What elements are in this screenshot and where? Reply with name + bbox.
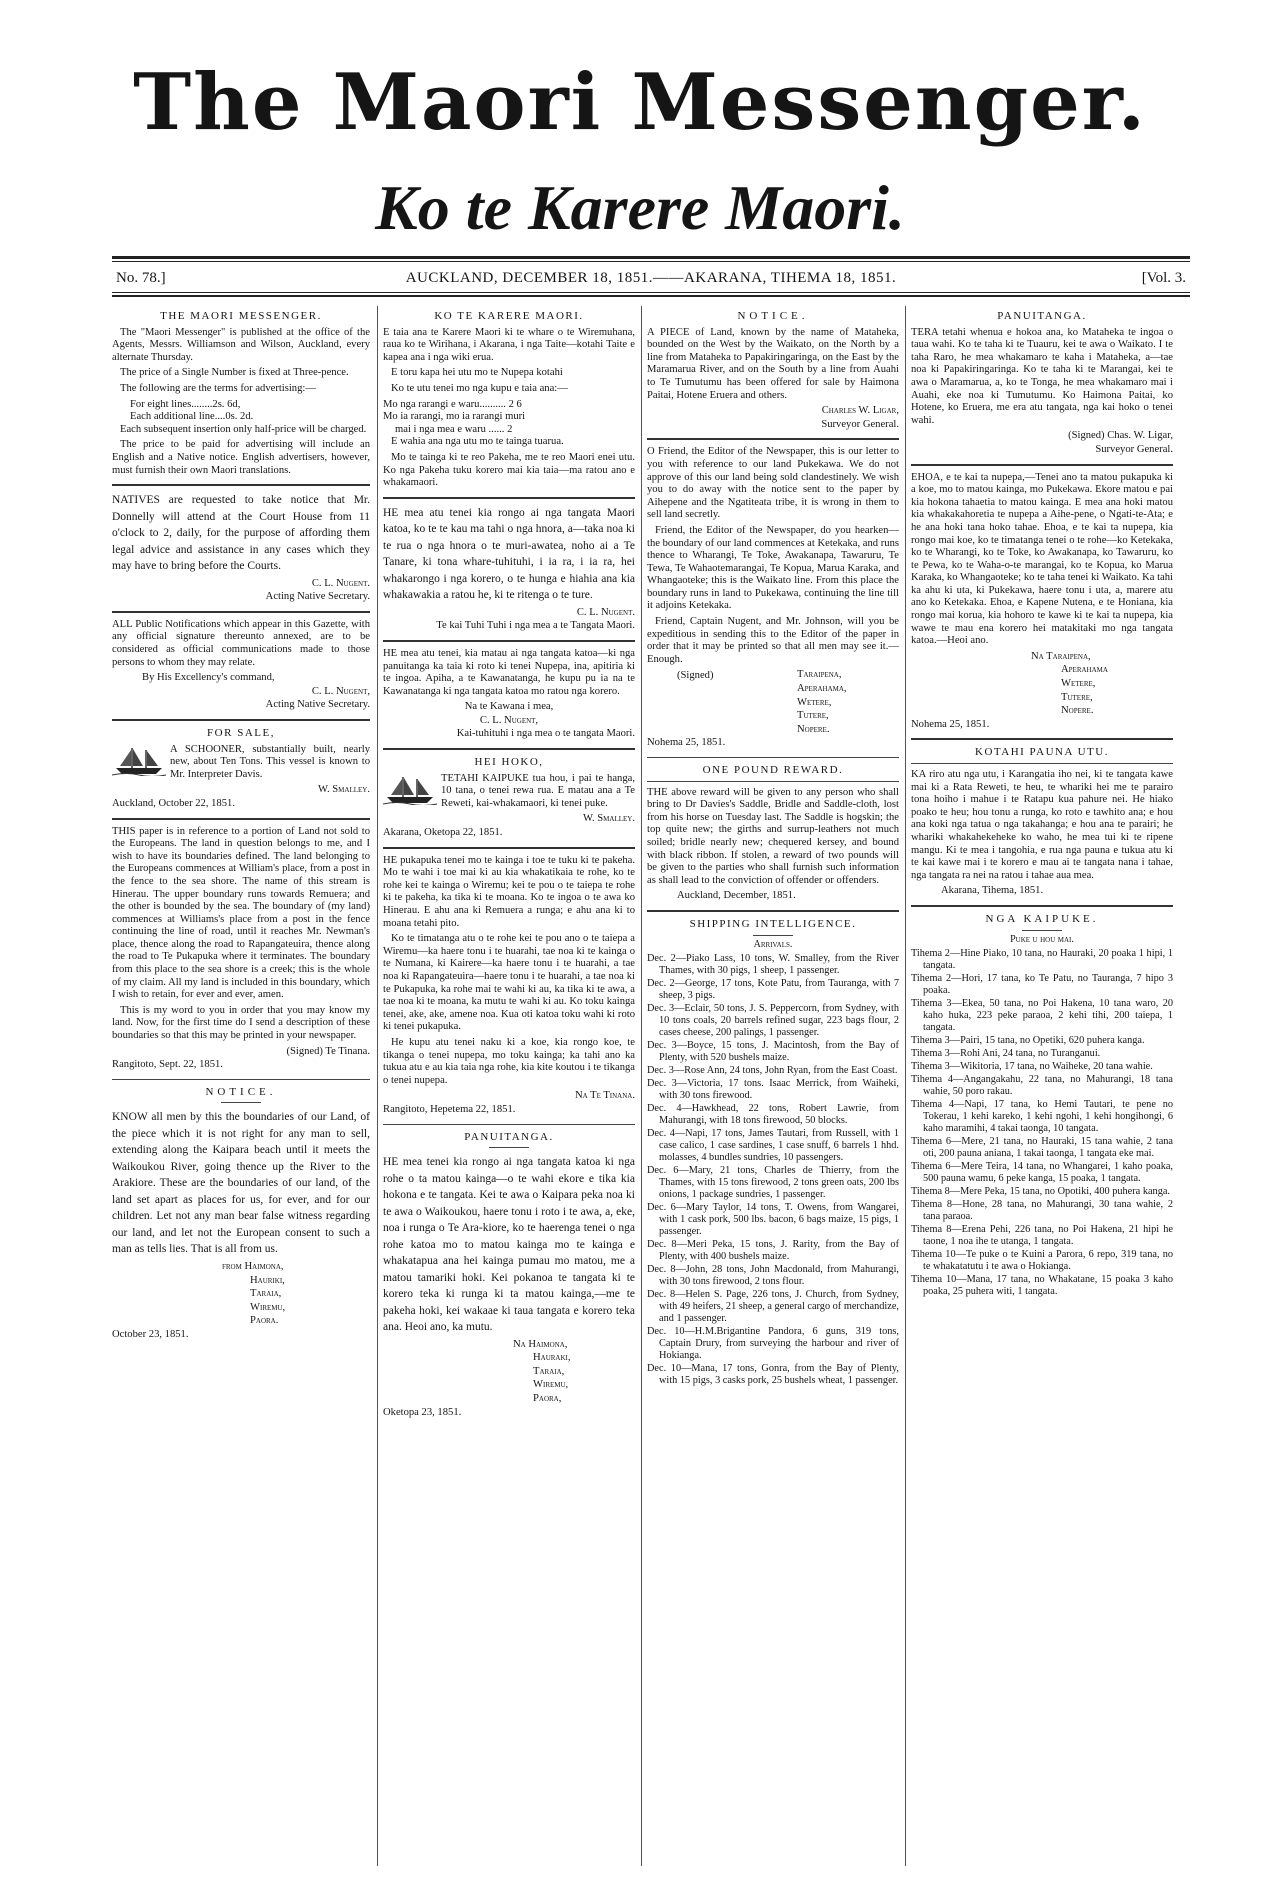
shipping-list: [647, 953, 899, 1387]
signature-name: Wetere,: [1061, 678, 1096, 690]
shipping-entry: Tihema 3—Pairi, 15 tana, no Opetiki, 620 puhera kanga.: [911, 1035, 1145, 1047]
heading-maori-messenger: THE MAORI MESSENGER.: [160, 310, 322, 322]
heading-notice: NOTICE.: [737, 310, 809, 322]
reward-notice: KA riro atu nga utu, i Karangatia iho nei, ki te tangata kawe mai ki a Rata Reweti, te heu, te whariki hei me te parairo tona hoiho i mahue i te Ratapu kua pahure nei. He hiako poako te heu; hou tonu a runga, ko roto e tawhito ana; e hou ana koki nga tatua o nga takahanga; e hou ana te parairi; he whariki whakahekeheke ko waho, he mea tui ki te ripene mangu. Ki te mea i tangohia, e rua nga pauna e tukua atu ki te kai kawe mai i te korero e mau ai te tangata nana i tahae, nga tangata ra nei na ratou i tahae aua mea.: [911, 769, 1173, 881]
he-notice: HE mea atu tenei, kia matau ai nga tangata katoa—ki nga panuitanga ka taia ki roto ki tenei Nupepa, ina, apitiria ki te ingoa. Apiha, a te Kawanatanga, he kupu pu ia na te Kawanatanga ki nga tangata katoa mo ratou nga korero.: [383, 647, 635, 697]
signature: C. L. Nugent,: [479, 714, 539, 726]
signature: C. L. Nugent.: [576, 606, 635, 618]
date-line: Akarana, Tihema, 1851.: [941, 885, 1044, 897]
column-3: [647, 306, 899, 1388]
signature: (Signed) Chas. W. Ligar,: [1068, 430, 1173, 442]
shipping-entry: Tihema 6—Mere, 21 tana, no Hauraki, 15 tana wahie, 2 tana oti, 200 pauna aniana, 1 takai taonga, 1 tangata eke mai.: [911, 1136, 1173, 1160]
heading-shipping: SHIPPING INTELLIGENCE.: [689, 917, 857, 930]
divider: [911, 905, 1173, 907]
signature-name: Hauriki,: [250, 1274, 285, 1286]
divider: [489, 1147, 529, 1148]
column-2: [383, 306, 635, 1420]
paragraph: Ko te utu tenei mo nga kupu e taia ana:—: [391, 382, 568, 394]
command-line: Na te Kawana i mea,: [464, 701, 554, 713]
divider: [112, 1079, 370, 1080]
issue-number: No. 78.]: [116, 270, 166, 286]
date-line: Auckland, December, 1851.: [677, 890, 796, 902]
shipping-entry: Tihema 2—Hine Piako, 10 tana, no Hauraki, 20 poaka 1 hipi, 1 tangata.: [911, 948, 1173, 972]
divider: [383, 847, 635, 849]
heading-for-sale: FOR SALE,: [207, 726, 275, 739]
signature-name: Tutere,: [1061, 691, 1093, 703]
signature-name: Aperahama: [1061, 664, 1108, 676]
signature-name: Wetere,: [797, 696, 832, 708]
paragraph: Friend, Captain Nugent, and Mr. Johnson, will you be expeditious in sending this to the Editor of the paper in order that it may be printed so that all men may see it.—Enough.: [647, 616, 899, 665]
signature: from Haimona,: [222, 1260, 284, 1272]
shipping-entry: Dec. 6—Mary Taylor, 14 tons, T. Owens, from Wangarei, with 1 cask pork, 500 lbs. bacon, 6 bags maize, 15 pigs, 1 passenger.: [647, 1202, 899, 1238]
shipping-list: [911, 948, 1173, 1298]
column-separator: [641, 306, 642, 1866]
divider: [647, 781, 899, 782]
divider: [112, 484, 370, 486]
heading-hei-hoko: HEI HOKO,: [474, 756, 544, 769]
divider: [1022, 930, 1062, 931]
reward-notice: THE above reward will be given to any person who shall bring to Dr Davies's Saddle, Bridle and Saddle-cloth, lost from his horse on Tuesday last. The Saddle is hogskin; the top quite new; the girths and surrup-leathers not much soiled; bridle nearly new; chequered kersey, and bound with black ribbon. If stolen, a reward of two pounds will be given to the parties who shall furnish such information as shall lead to the conviction of offender or offenders.: [647, 786, 899, 886]
sale-notice: A SCHOONER, substantially built, nearly new, about Ten Tons. This vessel is known to Mr. Interpreter Davis.: [170, 743, 370, 780]
signature-name: Aperahama,: [797, 683, 847, 695]
sale-notice: TETAHI KAIPUKE tua hou, i pai te hanga, 10 tana, o tenei rewa rua. E matau ana a Te Reweti, kai-whakamaori, ki tenei puke.: [441, 772, 635, 809]
signature-name: Taraia,: [533, 1365, 565, 1377]
shipping-entry: Tihema 3—Ekea, 50 tana, no Poi Hakena, 10 tana waro, 20 kaho huka, 223 peke paraoa, 2 kehi tihi, 200 taiepa, 1 tangata.: [911, 998, 1173, 1034]
land-notice: HE pukapuka tenei mo te kainga i toe te tuku ki te pakeha. Mo te wahi i toe mai ki au kia whakatikaia te rohe, ko te rohe kei te kainga o Wiremu; kei te pou o te taiepa te rohe ki te pakeha, ka tika ki te moana. Ko te ingoa o te awa ko Hinerau. E ahu ana ki Remuera a runga; e ahu ana ki to moana tetahi pito.: [383, 854, 635, 929]
signature-name: Wiremu,: [533, 1379, 569, 1391]
signature-name: Paora.: [250, 1315, 279, 1327]
divider: [911, 738, 1173, 740]
shipping-entry: Dec. 8—Helen S. Page, 226 tons, J. Church, from Sydney, with 49 heifers, 21 sheep, a general cargo of merchandize, and 1 passenger.: [647, 1289, 899, 1325]
divider: [647, 757, 899, 758]
signature-name: Wiremu,: [250, 1301, 286, 1313]
divider: [911, 464, 1173, 466]
shipping-entry: Dec. 3—Boyce, 15 tons, J. Macintosh, from the Bay of Plenty, with 520 bushels maize.: [647, 1040, 899, 1064]
divider: [647, 438, 899, 440]
land-sale-notice: A PIECE of Land, known by the name of Mataheka, bounded on the West by the Waikato, on the North by a line from Mataheka to Papakiringaringa, on the East by the Maramarua River, and on the South by a line from Auahi to Te Tumutumu has been offered for sale by Haimona Paitai, Hotene Eruera and others.: [647, 326, 899, 401]
signature-title: Acting Native Secretary.: [265, 591, 370, 603]
paragraph: E toru kapa hei utu mo te Nupepa kotahi: [391, 367, 563, 379]
shipping-entry: Dec. 3—Eclair, 50 tons, J. S. Peppercorn, from Sydney, with 10 tons coals, 20 barrels refined sugar, 223 bags flour, 2 cases cheese, 200 palings, 1 passenger.: [647, 1003, 899, 1039]
paragraph: Each subsequent insertion only half-price will be charged.: [120, 423, 367, 435]
shipping-entry: Tihema 8—Erena Pehi, 226 tana, no Poi Hakena, 21 hipi he taone, 1 noa ihe te utanga, 1 tangata.: [911, 1224, 1173, 1248]
rate-line: Mo nga rarangi e waru.......... 2 6: [383, 398, 522, 410]
date-line: Oketopa 23, 1851.: [383, 1406, 462, 1418]
shipping-entry: Dec. 3—Rose Ann, 24 tons, John Ryan, from the East Coast.: [647, 1065, 898, 1077]
column-1: [112, 306, 370, 1342]
arrivals-label: Puke u hou mai.: [1010, 933, 1074, 945]
signature: Charles W. Ligar,: [821, 405, 899, 417]
signature: W. Smalley.: [582, 813, 635, 825]
place-date: AUCKLAND, DECEMBER 18, 1851.——AKARANA, TIHEMA 18, 1851.: [405, 270, 897, 286]
signature-title: Surveyor General.: [1095, 443, 1173, 455]
arrivals-label: Arrivals.: [753, 938, 793, 950]
shipping-entry: Dec. 8—John, 28 tons, John Macdonald, from Mahurangi, with 30 tons firewood, 2 tons flour.: [647, 1264, 899, 1288]
divider: [383, 1124, 635, 1125]
land-notice: THIS paper is in reference to a portion of Land not sold to the Europeans. The land in question belongs to me, and I wish to have its boundaries defined. The land belonging to the Europeans commences at William's place, from a post in the fence to the sea shore. The name of this stream is Hinerau. The upper boundary runs towards Remuera; and the other is bounded by the sea. The boundary of (my land) commences at Williams's place from a post in the fence continuing the line of road, until it reaches Mr. Newman's place, thence along the road to Rapangateuira, thence along the road to Te Pukapuka where it terminates. The boundary from this place to the sea shore is a creek; this is the whole of my claim. All my land is included in this boundary, which I wish to retain, for ever and ever, amen.: [112, 825, 370, 1001]
public-notice: ALL Public Notifications which appear in this Gazette, with any official signature thereunto annexed, are to be considered as official communications made to those persons to whom they may relate.: [112, 618, 370, 668]
signature-name: Hauraki,: [533, 1352, 571, 1364]
shipping-entry: Dec. 10—H.M.Brigantine Pandora, 6 guns, 319 tons, Captain Drury, from surveying the harbour and river of Hokianga.: [647, 1326, 899, 1362]
dateline-rule-thick: [112, 295, 1190, 297]
signature-name: Paora,: [533, 1392, 562, 1404]
date-line: Nohema 25, 1851.: [911, 718, 990, 730]
shipping-entry: Dec. 6—Mary, 21 tons, Charles de Thierry, from the Thames, with 15 tons firewood, 2 tons green oats, 200 lbs onions, 1 package sundries, 1 passenger.: [647, 1165, 899, 1201]
rate-line: For eight lines........2s. 6d,: [130, 398, 241, 410]
paragraph: He kupu atu tenei naku ki a koe, kia rongo koe, te tikanga o tenei nupepa, mo toku kainga; ka tahi ano ka tukua atu e au kia taia nga rohe, kia kite koutou i te tikanga o tenei nupepa.: [383, 1036, 635, 1086]
shipping-entry: Tihema 10—Te puke o te Kuini a Parora, 6 repo, 319 tana, no te whakatatutu i te awa o Hokianga.: [911, 1249, 1173, 1273]
letter: O Friend, the Editor of the Newspaper, this is our letter to you with reference to our land Pukekawa. We do not approve of this our land being sold clandestinely. We wish you to do away with the notice sent to the paper by Aihepene and the Ngatiteata tribe, it is wrong in them to sell land secretly.: [647, 446, 899, 521]
signature: C. L. Nugent,: [311, 685, 370, 697]
shipping-entry: Dec. 2—Piako Lass, 10 tons, W. Smalley, from the River Thames, with 30 pigs, 1 sheep, 1 passenger.: [647, 953, 899, 977]
date-line: October 23, 1851.: [112, 1328, 189, 1340]
signature-title: Kai-tuhituhi i nga mea o te tangata Maori.: [456, 728, 635, 740]
signature: (Signed) Te Tinana.: [286, 1045, 370, 1057]
heading-panuitanga: PANUITANGA.: [464, 1130, 554, 1143]
divider: [221, 1102, 261, 1103]
letter: EHOA, e te kai ta nupepa,—Tenei ano ta matou pukapuka ki a koe, mo to matou kainga, mo Pukekawa. Ekore matou e pai kia hokona tahaetia to matou kainga. E mea ana hoki matou kia whakakahoretia te nupepa a Aihe-pene, o Ngati-te-Ata; e he ana hoki tana hoko tahae. Ehoa, e te kai ta nupepa, kia rongo mai koe, ko te timatanga tenei o te rohe—ko Ketekaka, ko te Wharangi, ko te Toke, ko Awakanapa, ko Tawaruru, ko te Pewa, ko te Waha-o-te marangai, ko te Kopua, ko Marua Karaka, ko Whangaoteke; ko te taha tenei ki Waikato. Ka tahi ka ahu ki uta, ki Pukekawa, haere tonu i uta, a, marere atu ano ko Ketekaka. Ehoa, e Kapene Nutena, e te Honiana, kia rongo mai korua, kia hohoro te kawe ki te kai ta nupepa, kia wawe te mau ena korero hei matakitaki mo nga tangata katoa.—Heoi ano.: [911, 471, 1173, 647]
column-separator: [905, 306, 906, 1866]
signature-name: Tutere,: [797, 710, 829, 722]
masthead-rule-thin: [112, 261, 1190, 262]
shipping-entry: Tihema 3—Wikitoria, 17 tana, no Waiheke, 20 tana wahie.: [911, 1061, 1153, 1073]
shipping-entry: Tihema 10—Mana, 17 tana, no Whakatane, 15 poaka 3 kaho poaka, 25 puhera witi, 1 tangata.: [911, 1274, 1173, 1298]
boundary-notice: HE mea tenei kia rongo ai nga tangata katoa ki nga rohe o ta matou kainga—o te wahi ekore e tika kia hokona e te tangata. Kei te awa o Kaipara peka noa ki te awa o Waikoukou, haere tonu i roto i te awa, a, eke, noa i runga o Te Ara-kiore, ko te haerenga tenei o nga rohe katoa mo to matou kainga mo te kainga e whakatapua ana hei kainga pumau mo matou, me a matou tamariki hoki. Kei pokanoa te tangata ki te korero teka ki runga ki ta matou kainga,—me te pakeha hoki, kei wakaae ki taua tangata e korero teka ana. Heoi ano, ka mutu.: [383, 1156, 635, 1334]
date-line: Auckland, October 22, 1851.: [112, 797, 235, 809]
dateline-rule: [112, 292, 1190, 293]
signature: W. Smalley.: [317, 784, 370, 796]
divider: [383, 497, 635, 499]
heading-panuitanga: PANUITANGA.: [997, 310, 1087, 322]
paragraph: E taia ana te Karere Maori ki te whare o te Wiremuhana, raua ko te Wirihana, i Akarana, i nga Taite—kotahi Taite e kapea ana i nga wiki erua.: [383, 326, 635, 363]
signed-label: (Signed): [677, 670, 714, 682]
land-sale-notice: TERA tetahi whenua e hokoa ana, ko Mataheka te ingoa o taua wahi. Ko te taha ki te Tuauru, kei te awa o Waikato. I te taha Raro, he mea whakamaro te kaha i Mataheka, a—tae noa ki Papakiringaringa. Ko te taha ki te Marangai, kei te awa o Maramarua, a, ko te Tonga, he mea whakamaro mai i Auahi, eke noa ki Tumutumu. Ko Haimona Paitai, ko Hotene, ko Eruera, me era atu tangata, nga kai hoko o tenei wahi.: [911, 326, 1173, 426]
signature-name: Taraia,: [250, 1288, 282, 1300]
shipping-entry: Dec. 4—Hawkhead, 22 tons, Robert Lawrie, from Mahurangi, with 18 tons firewood, 50 blocks.: [647, 1103, 899, 1127]
shipping-entry: Tihema 6—Mere Teira, 14 tana, no Whangarei, 1 kaho poaka, 500 pauna wamu, 6 peke kanga, 15 poaka, 1 tangata.: [911, 1161, 1173, 1185]
date-line: Rangitoto, Sept. 22, 1851.: [112, 1059, 223, 1071]
heading-reward: ONE POUND REWARD.: [702, 764, 844, 776]
shipping-entry: Dec. 10—Mana, 17 tons, Gonra, from the Bay of Plenty, with 15 pigs, 3 casks pork, 25 bushels wheat, 1 passenger.: [647, 1363, 899, 1387]
boundary-notice: KNOW all men by this the boundaries of our Land, of the piece which it is not right for any man to sell, extending along the Kaipara beach until it meets the Waikoukou River, going thence up the River to the Arakiore. These are the boundaries of our land, of the land set apart as places for us, for ever, and for our children. Let not any man bear false witness regarding our land, and let not the European consent to such a man as tells lies. That is all from us.: [112, 1111, 370, 1256]
divider: [911, 763, 1173, 764]
divider: [383, 748, 635, 750]
date-line: Rangitoto, Hepetema 22, 1851.: [383, 1103, 516, 1115]
column-separator: [377, 306, 378, 1866]
divider: [112, 719, 370, 721]
paragraph: Ko te timatanga atu o te rohe kei te pou ano o te taiepa a Wiremu—ka haere tonu i te huarahi, tae noa ki te kainga o te Numana, ki Kairere—ka haere tonu i te huarahi, a tae noa ki Rapangateuira—haere tonu i te huarahi, a tae noa ki te Pukapuka, ka rohe mai te wahi ki au, ka tika ki te awa, a tae noa ki te moana, ka mutu te wahi ki au. Ko toku kainga tenei, ake, ake, amene noa. Kua oti katoa toku wahi ki roto ki tenei pukapuka.: [383, 933, 635, 1033]
signature: C. L. Nugent.: [311, 577, 370, 589]
divider: [112, 818, 370, 820]
date-line: Nohema 25, 1851.: [647, 737, 726, 749]
schooner-icon: [383, 775, 437, 805]
signature-title: Surveyor General.: [821, 418, 899, 430]
command-line: By His Excellency's command,: [142, 672, 275, 684]
dateline: [116, 270, 1186, 290]
masthead-rule: [112, 256, 1190, 259]
shipping-entry: Tihema 3—Rohi Ani, 24 tana, no Turanganui.: [911, 1048, 1101, 1060]
paragraph: The price of a Single Number is fixed at Three-pence.: [120, 367, 349, 379]
heading-pauna: KOTAHI PAUNA UTU.: [975, 746, 1109, 759]
paragraph: Mo te tainga ki te reo Pakeha, me te reo Maori enei utu. Ko nga Pakeha tuku korero mai kia taia—ma ratou ano e whakamaori.: [383, 451, 635, 489]
signature: Na Te Tinana.: [574, 1090, 635, 1102]
rate-line: mai i nga mea e waru ...... 2: [395, 423, 513, 435]
paragraph: Friend, the Editor of the Newspaper, do you hearken—the boundary of our land commences at Ketekaka, and runs thence to Wharangi, Te Toke, Awakanapa, Tawaruru, Te Tewa, Te Wahaotemarangai, Te Kopua, Marua Karaka, and Whangaoteke; this is the Waikato line. From this place the boundary runs in land to Pukekawa, continuing the line till it adjoins Ketekaka.: [647, 524, 899, 612]
shipping-entry: Tihema 4—Napi, 17 tana, ko Hemi Tautari, te pene no Tokerau, 1 kehi kareko, 1 kehi ngohi, 1 kehi hongihongi, 6 kaho maramihi, 4 takai taonga, 10 tangata.: [911, 1099, 1173, 1135]
shipping-entry: Tihema 4—Angangakahu, 22 tana, no Mahurangi, 18 tana wahie, 50 poro rakau.: [911, 1074, 1173, 1098]
shipping-entry: Dec. 4—Napi, 17 tons, James Tautari, from Russell, with 1 case calico, 1 case sardines, 1 case snuff, 6 barrels 1 hhd. molasses, 4 bundles sundries, 10 passengers.: [647, 1128, 899, 1164]
heading-kaipuke: NGA KAIPUKE.: [985, 912, 1099, 925]
shipping-entry: Tihema 8—Mere Peka, 15 tana, no Opotiki, 400 puhera kanga.: [911, 1186, 1170, 1198]
signature: Na Taraipena,: [1031, 650, 1091, 662]
divider: [383, 640, 635, 642]
heading-notice: NOTICE.: [205, 1085, 277, 1098]
rate-line: Each additional line....0s. 2d.: [130, 411, 254, 423]
paragraph: The "Maori Messenger" is published at the office of the Agents, Messrs. Williamson and Wilson, Auckland, every alternate Thursday.: [112, 326, 370, 363]
schooner-icon: [112, 746, 166, 776]
shipping-entry: Dec. 8—Meri Peka, 15 tons, J. Rarity, from the Bay of Plenty, with 400 bushels maize.: [647, 1239, 899, 1263]
masthead-subtitle: Ko te Karere Maori.: [375, 172, 905, 243]
signature-name: Nopere.: [1061, 705, 1094, 717]
column-4: [911, 306, 1173, 1299]
paragraph: The price to be paid for advertising will include an English and a Native notice. English advertisers, however, must furnish their own Maori translations.: [112, 439, 370, 476]
shipping-entry: Dec. 2—George, 17 tons, Kote Patu, from Tauranga, with 7 sheep, 3 pigs.: [647, 978, 899, 1002]
heading-karere-maori: KO TE KARERE MAORI.: [434, 310, 584, 322]
divider: [647, 910, 899, 912]
natives-notice: NATIVES are requested to take notice that Mr. Donnelly will attend at the Court House from 11 o'clock to 2, daily, for the purpose of affording them legal advice and assistance in any cases which they may have to bring before the Courts.: [112, 494, 370, 573]
shipping-entry: Tihema 2—Hori, 17 tana, ko Te Patu, no Tauranga, 7 hipo 3 poaka.: [911, 973, 1173, 997]
volume: [Vol. 3.: [1141, 270, 1186, 286]
rate-line: Mo ia rarangi, mo ia rarangi muri: [383, 411, 526, 423]
shipping-entry: Tihema 8—Hone, 28 tana, no Mahurangi, 30 tana wahie, 2 tana paraoa.: [911, 1199, 1173, 1223]
signature-name: Taraipena,: [797, 669, 842, 681]
divider: [753, 935, 793, 936]
signature-title: Acting Native Secretary.: [265, 699, 370, 711]
signature-name: Nopere.: [797, 723, 830, 735]
signature-title: Te kai Tuhi Tuhi i nga mea a te Tangata Maori.: [436, 620, 635, 632]
signature: Na Haimona,: [513, 1338, 568, 1350]
he-notice: HE mea atu tenei kia rongo ai nga tangata Maori katoa, ko te te kau ma tahi o nga hnora, a—taka noa ki te rua o nga hnora o te muri-awatea, noho ai a Te Tanare, ki tona whare-tuhituhi, i ia ra, i ia ra, hei whakarongo i nga korero, o te hunga e hiahia ana kia whakawakia a ratou he, ki te ritenga o te ture.: [383, 506, 635, 602]
masthead-title: The Maori Messenger.: [133, 57, 1147, 148]
paragraph: This is my word to you in order that you may know my land. Now, for the first time do I send a description of these boundaries so that this may be printed in your newspaper.: [112, 1004, 370, 1042]
shipping-entry: Dec. 3—Victoria, 17 tons. Isaac Merrick, from Waiheki, with 30 tons firewood.: [647, 1078, 899, 1102]
divider: [112, 611, 370, 613]
paragraph: E wahia ana nga utu mo te tainga tuarua.: [391, 436, 564, 448]
date-line: Akarana, Oketopa 22, 1851.: [383, 827, 503, 839]
paragraph: The following are the terms for advertising:—: [120, 382, 316, 394]
